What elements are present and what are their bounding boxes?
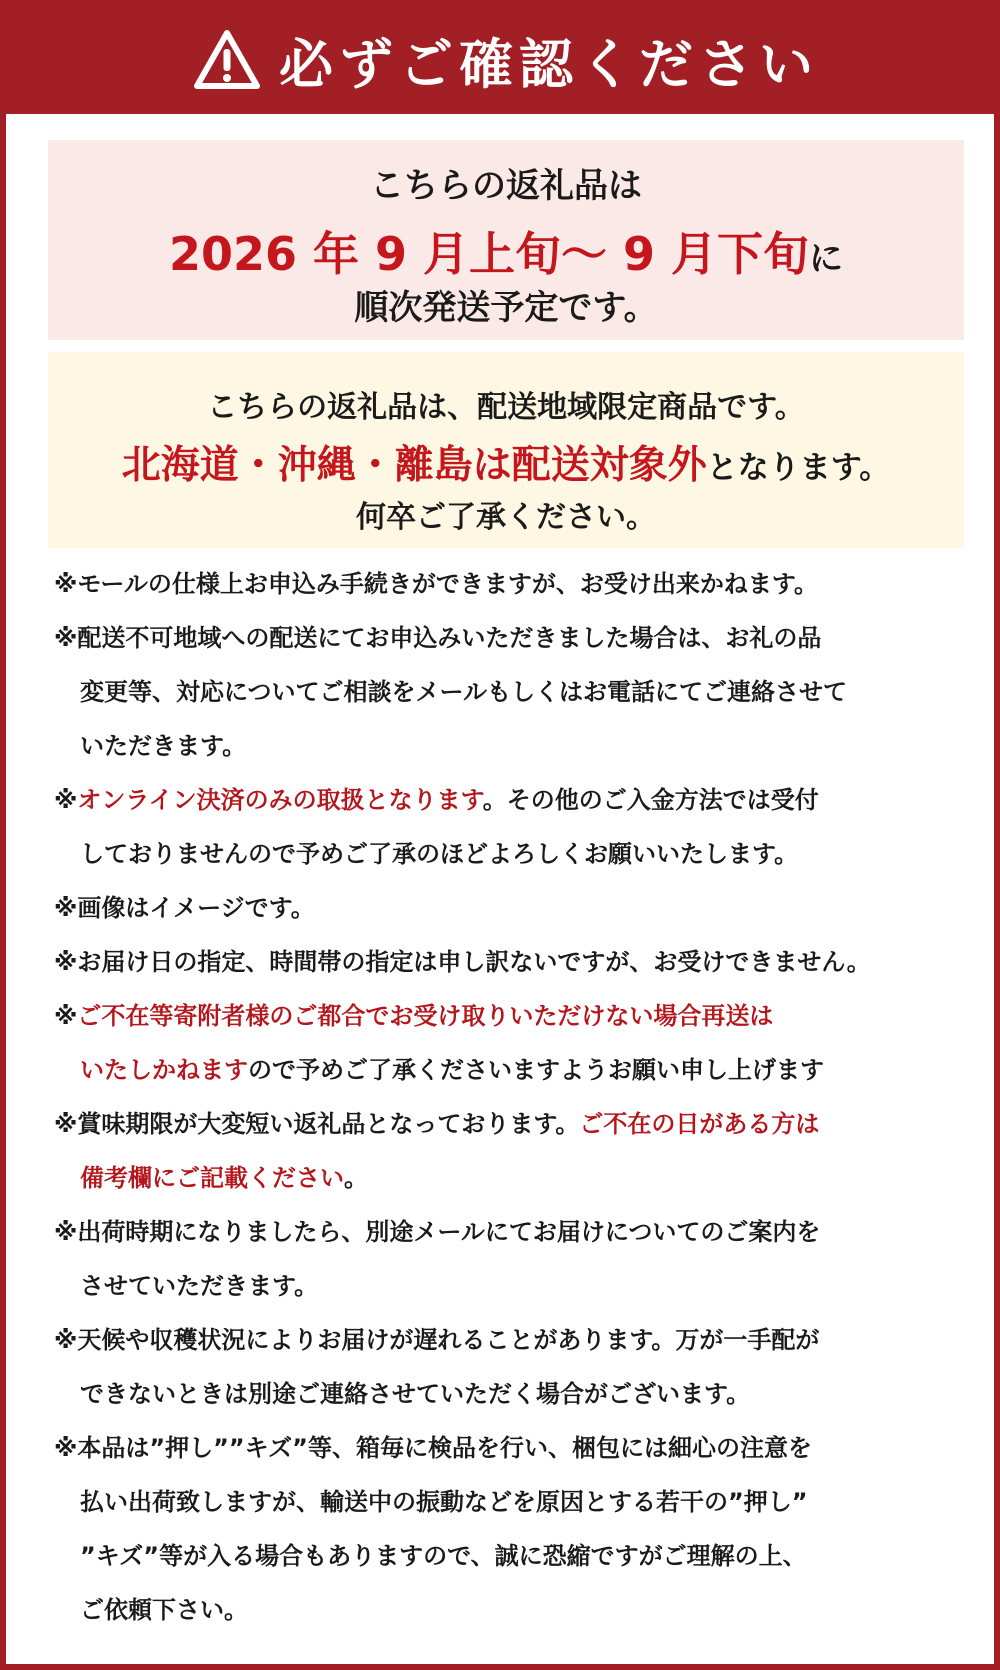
note-redelivery-highlight-2: いたしかねます <box>80 1056 248 1084</box>
note-shipping-email-2: させていただきます。 <box>80 1272 319 1300</box>
note-inspection-2: 払い出荷致しますが、輸送中の振動などを原因とする若干の”押し” <box>80 1488 808 1516</box>
shipping-period-particle: に <box>809 239 844 279</box>
warning-triangle-icon <box>193 29 261 91</box>
note-payment-2: しておりませんので予めご了承のほどよろしくお願いいたします。 <box>80 840 799 868</box>
note-expiry-text: ※賞味期限が大変短い返礼品となっております。 <box>54 1110 580 1138</box>
note-redelivery-2 <box>54 1055 974 1109</box>
shipping-period: 2026 年 9 月上旬～ 9 月下旬 <box>168 227 810 281</box>
shipping-notice-line3: 順次発送予定です。 <box>354 288 658 328</box>
note-expiry-2 <box>54 1163 974 1217</box>
note-payment-rest: 。その他のご入金方法では受付 <box>482 786 819 814</box>
note-inspection-3: ”キズ”等が入る場合もありますので、誠に恐縮ですがご理解の上、 <box>80 1542 807 1570</box>
note-redelivery-highlight: ご不在等寄附者様のご都合でお受け取りいただけない場合再送は <box>77 1002 774 1030</box>
note-expiry-highlight: ご不在の日がある方は <box>579 1110 820 1138</box>
note-undeliverable-1: ※配送不可地域への配送にてお申込みいただきました場合は、お礼の品 <box>54 624 822 652</box>
note-shipping-email-1: ※出荷時期になりましたら、別途メールにてお届けについてのご案内を <box>54 1218 821 1246</box>
note-image: ※画像はイメージです。 <box>54 894 315 922</box>
note-mall-spec: ※モールの仕様上お申込み手続きができますが、お受け出来かねます。 <box>54 570 818 598</box>
note-delivery-date: ※お届け日の指定、時間帯の指定は申し訳ないですが、お受けできません。 <box>54 948 871 976</box>
excluded-regions: 北海道・沖縄・離島は配送対象外 <box>121 443 707 488</box>
note-payment-mark: ※ <box>54 786 78 814</box>
region-notice-line3: 何卒ご了承ください。 <box>356 500 656 535</box>
note-undeliverable-3: いただきます。 <box>80 732 247 760</box>
notes-list <box>54 569 974 1649</box>
note-weather-1: ※天候や収穫状況によりお届けが遅れることがあります。万が一手配が <box>54 1326 820 1354</box>
note-redelivery-mark: ※ <box>54 1002 78 1030</box>
note-weather-2: できないときは別途ご連絡させていただく場合がございます。 <box>80 1380 751 1408</box>
note-undeliverable-2: 変更等、対応についてご相談をメールもしくはお電話にてご連絡させて <box>80 678 848 706</box>
note-payment-1 <box>54 785 974 839</box>
note-redelivery-1 <box>54 1001 974 1055</box>
note-payment-highlight: オンライン決済のみの取扱となります <box>77 786 483 814</box>
excluded-regions-suffix: となります。 <box>706 450 891 486</box>
note-inspection-4: ご依頼下さい。 <box>80 1596 248 1624</box>
region-notice-line2 <box>48 434 964 490</box>
shipping-notice-line2 <box>48 218 964 284</box>
banner-title: 必ずご確認ください <box>279 32 819 96</box>
region-notice-box <box>48 352 964 548</box>
note-expiry-1 <box>54 1109 974 1163</box>
note-redelivery-rest: ので予めご了承くださいますようお願い申し上げます <box>248 1056 824 1084</box>
note-expiry-rest: 。 <box>344 1164 368 1192</box>
banner-content <box>193 22 819 99</box>
note-expiry-highlight-2: 備考欄にご記載ください <box>80 1164 344 1192</box>
warning-banner <box>6 6 1000 114</box>
note-inspection-1: ※本品は”押し””キズ”等、箱毎に検品を行い、梱包には細心の注意を <box>54 1434 812 1462</box>
region-notice-line1: こちらの返礼品は、配送地域限定商品です。 <box>207 390 805 425</box>
shipping-notice-line1: こちらの返礼品は <box>370 166 642 206</box>
shipping-notice-box <box>48 140 964 340</box>
